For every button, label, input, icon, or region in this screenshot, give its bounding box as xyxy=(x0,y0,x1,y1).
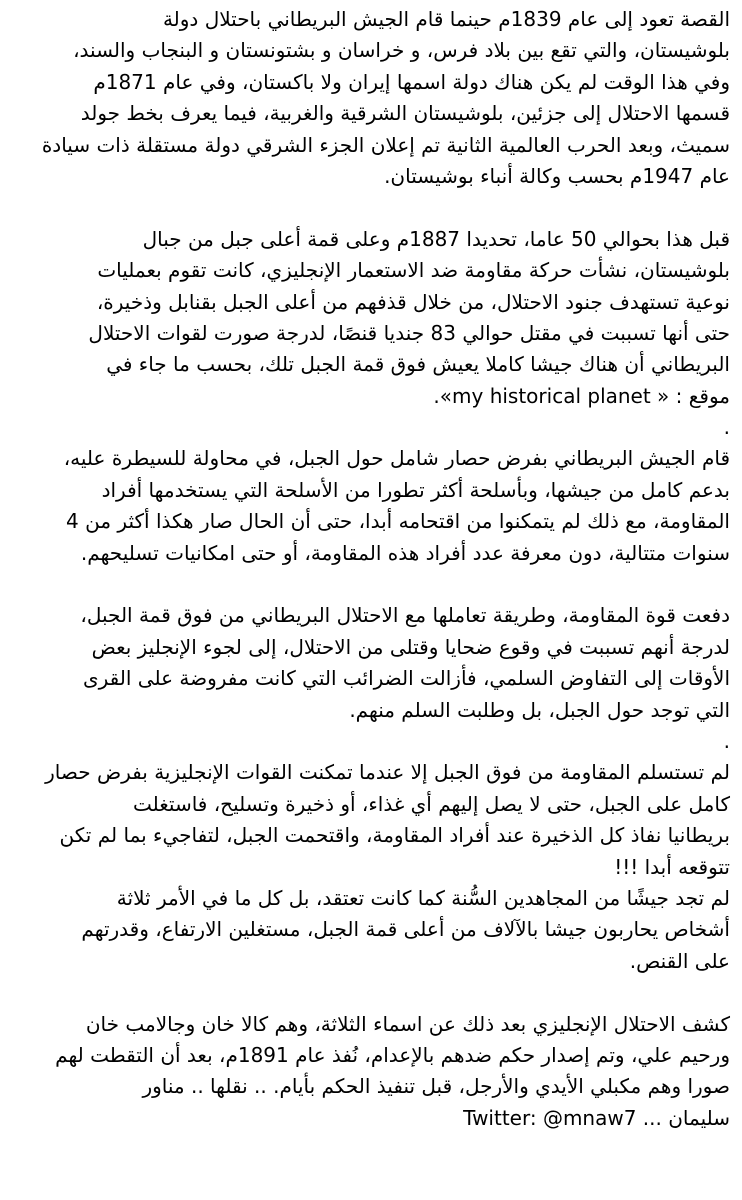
text-line: وفي هذا الوقت لم يكن هناك دولة اسمها إيران ولا باكستان، وفي عام 1871م xyxy=(93,69,730,94)
text-line: قام الجيش البريطاني بفرض حصار شامل حول الجبل، في محاولة للسيطرة عليه، xyxy=(63,446,730,471)
paragraph-resistance xyxy=(10,224,730,412)
text-line: كامل على الجبل، حتى لا يصل إليهم أي غذاء، أو ذخيرة وتسليح، فاستغلت xyxy=(133,791,730,816)
paragraph-history-intro xyxy=(10,4,730,192)
text-line: على القنص. xyxy=(629,948,730,973)
text-line: موقع : « my historical planet». xyxy=(433,383,730,408)
paragraph-gap xyxy=(10,569,730,600)
paragraph-gap xyxy=(10,192,730,223)
text-line: عام 1947م بحسب وكالة أنباء بوشيستان. xyxy=(384,163,730,188)
text-line: التي توجد حول الجبل، بل وطلبت السلم منهم. xyxy=(349,697,730,722)
separator-dot: . xyxy=(723,728,730,753)
text-line: لدرجة أنهم تسببت في وقوع ضحايا وقتلى من الاحتلال، إلى لجوء الإنجليز بعض xyxy=(91,634,730,659)
text-line: أشخاص يحاربون جيشا بالآلاف من أعلى قمة الجبل، مستغلين الارتفاع، وقدرتهم xyxy=(81,917,730,942)
paragraph-reveal xyxy=(10,1009,730,1135)
text-line: بلوشيستان، والتي تقع بين بلاد فرس، و خراسان و بشتونستان و البنجاب والسند، xyxy=(73,38,730,63)
text-line: نوعية تستهدف جنود الاحتلال، من خلال قذفهم من أعلى الجبل بقنابل وذخيرة، xyxy=(96,289,730,314)
text-line: البريطاني أن هناك جيشا كاملا يعيش فوق قمة الجبل تلك، بحسب ما جاء في xyxy=(106,352,730,377)
separator-dot: . xyxy=(723,415,730,440)
text-line: بريطانيا نفاذ كل الذخيرة عند أفراد المقاومة، واقتحمت الجبل، لتفاجيء بما لم تكن xyxy=(59,823,730,848)
text-line: الأوقات إلى التفاوض السلمي، فأزالت الضرائب التي كانت مفروضة على القرى xyxy=(82,666,730,691)
text-line: بدعم كامل من جيشها، وبأسلحة أكثر تطورا من الأسلحة التي يستخدمها أفراد xyxy=(101,477,730,502)
text-line: دفعت قوة المقاومة، وطريقة تعاملها مع الاحتلال البريطاني من فوق قمة الجبل، xyxy=(80,603,730,628)
text-line: تتوقعه أبدا !!! xyxy=(614,854,730,879)
text-line: قسمها الاحتلال إلى جزئين، بلوشيستان الشرقية والغربية، فيما يعرف بخط جولد xyxy=(80,101,730,126)
paragraph-negotiation xyxy=(10,600,730,726)
text-line: سميث، وبعد الحرب العالمية الثانية تم إعلان الجزء الشرقي دولة مستقلة ذات سيادة xyxy=(41,132,730,157)
paragraph-surrender xyxy=(10,757,730,977)
text-line: كشف الاحتلال الإنجليزي بعد ذلك عن اسماء الثلاثة، وهم كالا خان وجالامب خان xyxy=(85,1011,730,1036)
paragraph-gap xyxy=(10,977,730,1008)
text-line: قبل هذا بحوالي 50 عاما، تحديدا 1887م وعلى قمة أعلى جبل من جبال xyxy=(142,226,730,251)
text-line: بلوشيستان، نشأت حركة مقاومة ضد الاستعمار الإنجليزي، كانت تقوم بعمليات xyxy=(97,258,730,283)
text-line: القصة تعود إلى عام 1839م حينما قام الجيش البريطاني باحتلال دولة xyxy=(162,7,730,31)
text-line: سليمان ... Twitter: @mnaw7 xyxy=(463,1105,730,1130)
paragraph-siege xyxy=(10,443,730,569)
text-line: لم تجد جيشًا من المجاهدين السُّنة كما كانت تعتقد، بل كل ما في الأمر ثلاثة xyxy=(116,885,730,910)
text-line: المقاومة، مع ذلك لم يتمكنوا من اقتحامه أبدا، حتى أن الحال صار هكذا أكثر من 4 xyxy=(66,509,730,534)
text-line: سنوات متتالية، دون معرفة عدد أفراد هذه المقاومة، أو حتى امكانيات تسليحهم. xyxy=(80,540,730,565)
text-line: صورا وهم مكبلي الأيدي والأرجل، قبل تنفيذ الحكم بأيام. .. نقلها .. مناور xyxy=(142,1074,730,1099)
text-line: ورحيم علي، وتم إصدار حكم ضدهم بالإعدام، نُفذ عام 1891م، بعد أن التقطت لهم xyxy=(55,1042,730,1067)
text-line: حتى أنها تسببت في مقتل حوالي 83 جنديا قنصًا، لدرجة صورت لقوات الاحتلال xyxy=(88,320,730,345)
text-line: لم تستسلم المقاومة من فوق الجبل إلا عندما تمكنت القوات الإنجليزية بفرض حصار xyxy=(45,760,730,785)
